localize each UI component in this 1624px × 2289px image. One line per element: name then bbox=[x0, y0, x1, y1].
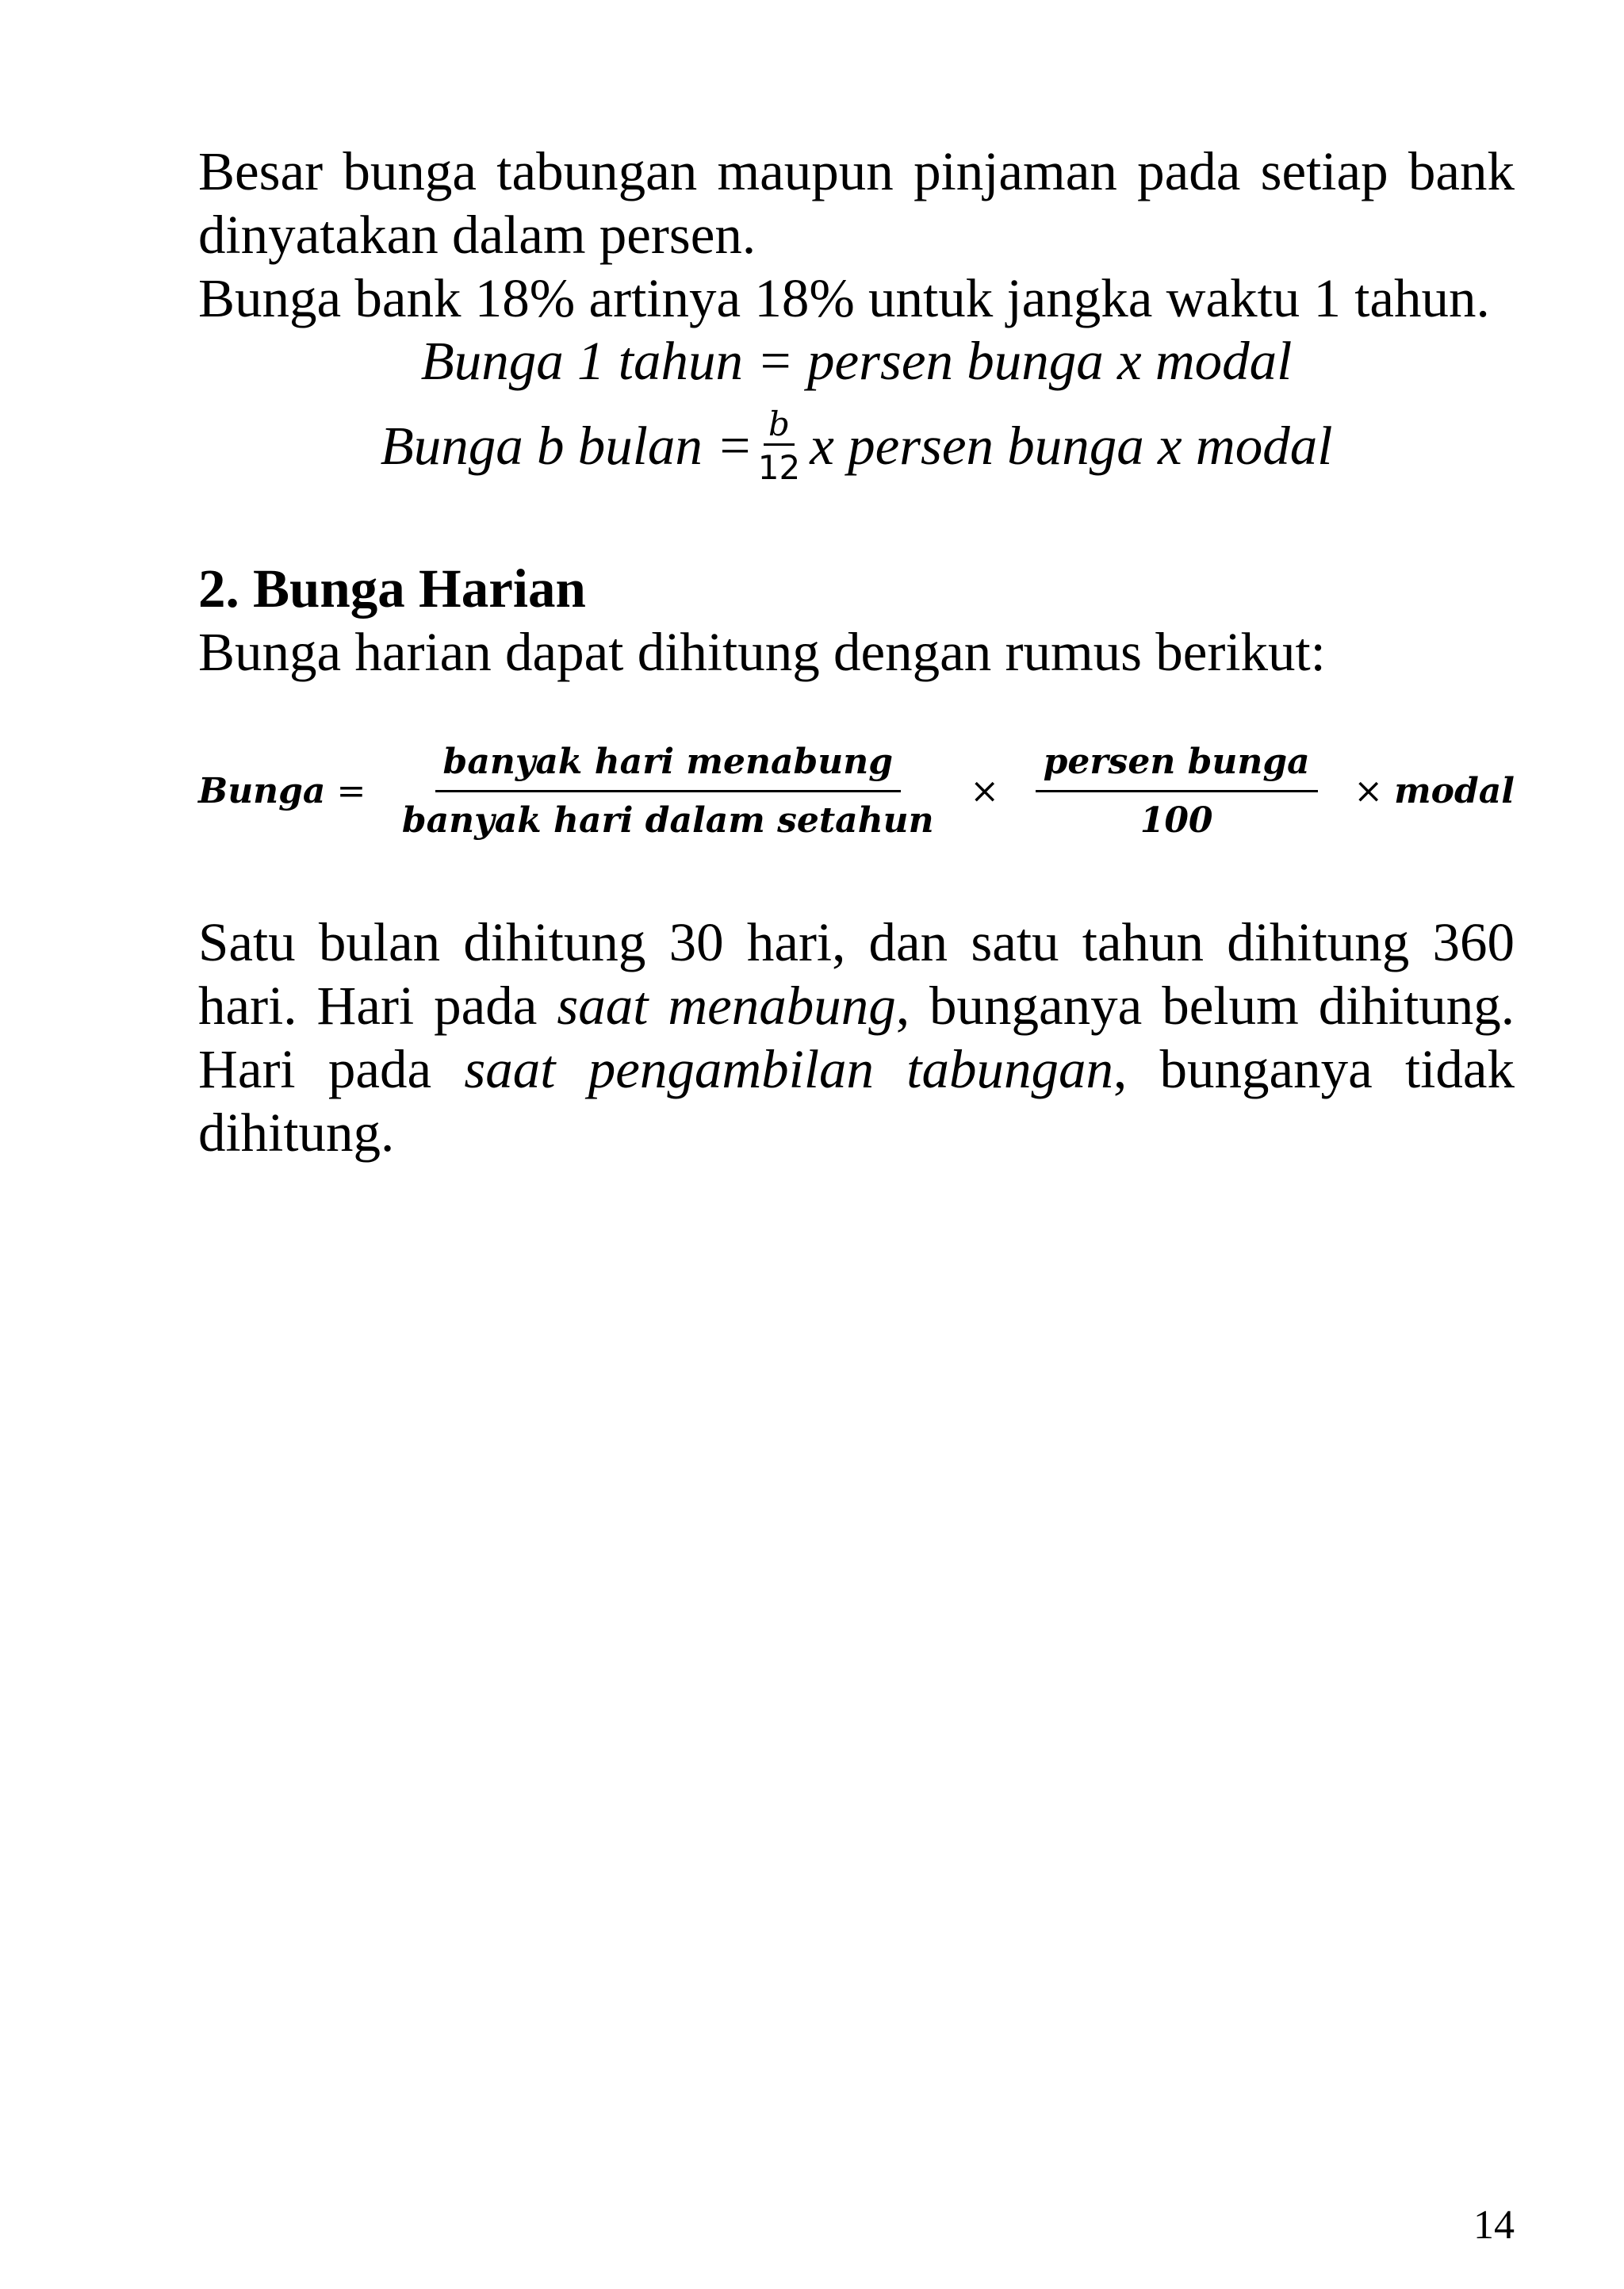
fraction-days-numerator: banyak hari menabung bbox=[435, 742, 901, 792]
times-sign-2: × bbox=[1354, 770, 1384, 811]
fraction-percent bbox=[1036, 742, 1318, 841]
closing-paragraph bbox=[198, 911, 1515, 1164]
times-sign-1: × bbox=[970, 770, 1000, 811]
fraction-days bbox=[402, 742, 934, 841]
formula-monthly-interest bbox=[198, 397, 1515, 495]
fraction-percent-numerator: persen bunga bbox=[1036, 742, 1318, 792]
closing-emphasis-2: saat pengambilan tabungan bbox=[464, 1039, 1113, 1099]
formula-tail bbox=[1342, 771, 1515, 811]
formula-monthly-left: Bunga b bulan = bbox=[380, 415, 753, 476]
closing-part-3: , bunganya tidak dihitung. bbox=[198, 1039, 1515, 1163]
fraction-b-over-12 bbox=[758, 405, 800, 487]
intro-line-2: Bunga bank 18% artinya 18% untuk jangka waktu 1 tahun. bbox=[198, 268, 1490, 328]
closing-part-1: Satu bulan dihitung 30 hari, dan satu tahun dihitung 360 hari. Hari pada bbox=[198, 912, 1515, 1036]
fraction-percent-denominator: 100 bbox=[1139, 799, 1213, 841]
formula-tail-label: modal bbox=[1394, 770, 1515, 811]
fraction-days-denominator: banyak hari dalam setahun bbox=[401, 799, 934, 841]
intro-line-1: Besar bunga tabungan maupun pinjaman pada setiap bank dinyatakan dalam persen. bbox=[198, 141, 1515, 265]
intro-paragraph bbox=[198, 140, 1515, 330]
formula-lhs-label: Bunga bbox=[198, 770, 326, 811]
page-content bbox=[198, 140, 1515, 1164]
formula-yearly-interest: Bunga 1 tahun = persen bunga x modal bbox=[420, 331, 1293, 391]
section-heading: 2. Bunga Harian bbox=[198, 558, 586, 619]
fraction-denominator: 12 bbox=[757, 447, 801, 487]
formula-daily-interest bbox=[198, 731, 1515, 850]
equals-sign: = bbox=[336, 770, 366, 811]
page-number: 14 bbox=[1473, 2203, 1515, 2248]
closing-part-2: , bunganya belum dihitung. Hari pada bbox=[198, 976, 1515, 1099]
fraction-numerator: b bbox=[764, 405, 795, 446]
formula-monthly-right: x persen bunga x modal bbox=[810, 415, 1333, 476]
formula-lhs bbox=[198, 771, 377, 811]
closing-emphasis-1: saat menabung bbox=[557, 976, 896, 1036]
section-intro: Bunga harian dapat dihitung dengan rumus berikut: bbox=[198, 622, 1326, 682]
